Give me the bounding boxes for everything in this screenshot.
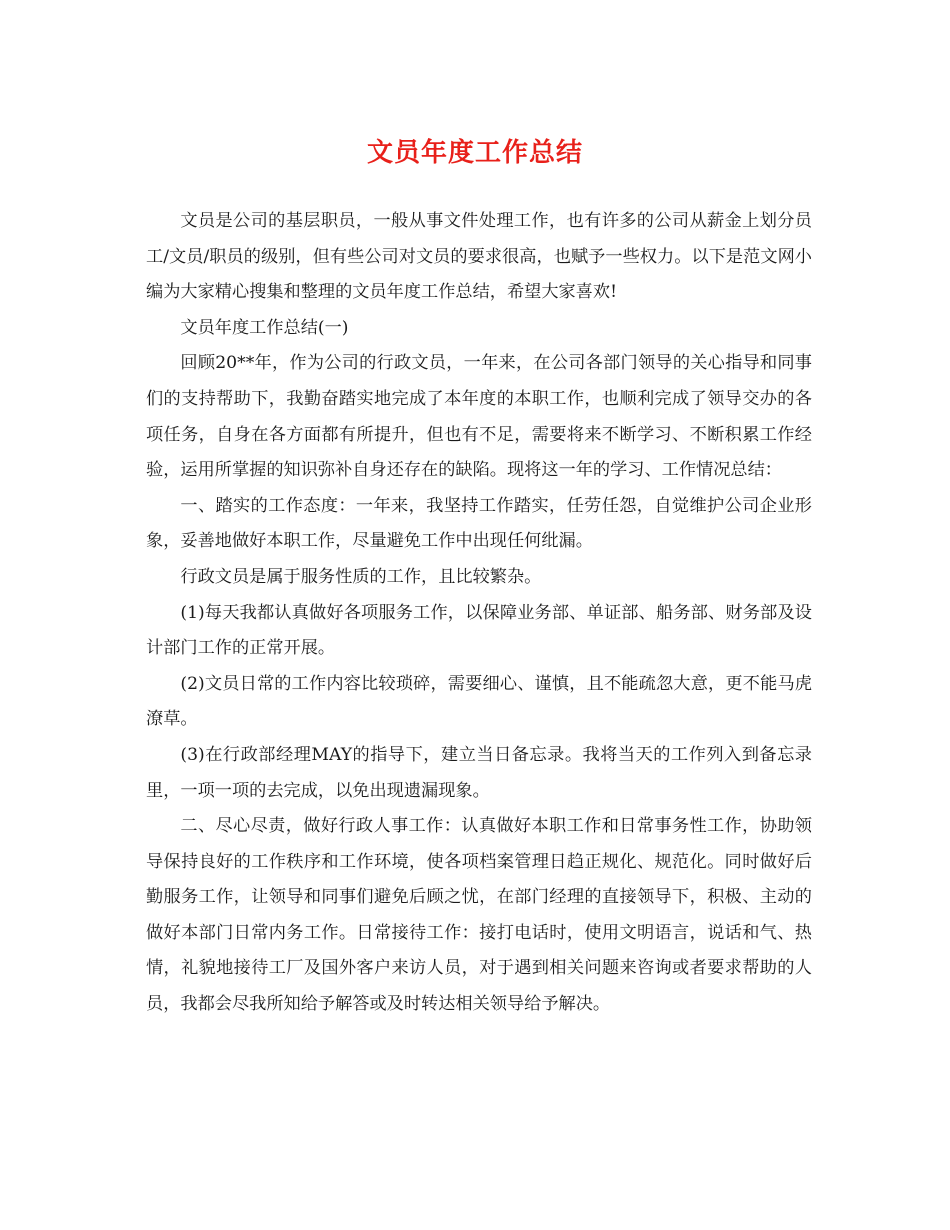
paragraph-service-nature: 行政文员是属于服务性质的工作，且比较繁杂。 <box>180 566 542 587</box>
document-body <box>146 204 812 1023</box>
paragraph-admin-work: 二、尽心尽责，做好行政人事工作：认真做好本职工作和日常事务性工作，协助领导保持良好的工作秩序和工作环境，使各项档案管理日趋正规化、规范化。同时做好后勤服务工作，让领导和同事们避免后顾之忧，在部门经理的直接领导下，积极、主动的做好本部门日常内务工作。日常接待工作：接打电话时，使用文明语言，说话和气、热情，礼貌地接待工厂及国外客户来访人员，对于遇到相关问题来咨询或者要求帮助的人员，我都会尽我所知给予解答或及时转达相关领导给予解决。 <box>146 816 812 1015</box>
paragraph-intro: 文员是公司的基层职员，一般从事文件处理工作，也有许多的公司从薪金上划分员工/文员/职员的级别，但有些公司对文员的要求很高，也赋予一些权力。以下是范文网小编为大家精心搜集和整理的文员年度工作总结，希望大家喜欢! <box>146 211 812 303</box>
paragraph-item-3: (3)在行政部经理MAY的指导下，建立当日备忘录。我将当天的工作列入到备忘录里，一项一项的去完成，以免出现遗漏现象。 <box>146 744 812 801</box>
paragraph-section-heading: 文员年度工作总结(一) <box>180 317 349 338</box>
paragraph-review: 回顾20**年，作为公司的行政文员，一年来，在公司各部门领导的关心指导和同事们的支持帮助下，我勤奋踏实地完成了本年度的本职工作，也顺利完成了领导交办的各项任务，自身在各方面都有所提升，但也有不足，需要将来不断学习、不断积累工作经验，运用所掌握的知识弥补自身还存在的缺陷。现将这一年的学习、工作情况总结： <box>146 353 812 481</box>
paragraph-item-2: (2)文员日常的工作内容比较琐碎，需要细心、谨慎，且不能疏忽大意，更不能马虎潦草。 <box>146 673 812 730</box>
paragraph-item-1: (1)每天我都认真做好各项服务工作，以保障业务部、单证部、船务部、财务部及设计部门工作的正常开展。 <box>146 602 812 659</box>
paragraph-attitude: 一、踏实的工作态度：一年来，我坚持工作踏实，任劳任怨，自觉维护公司企业形象，妥善地做好本职工作，尽量避免工作中出现任何纰漏。 <box>146 495 812 552</box>
document-title: 文员年度工作总结 <box>366 138 583 168</box>
